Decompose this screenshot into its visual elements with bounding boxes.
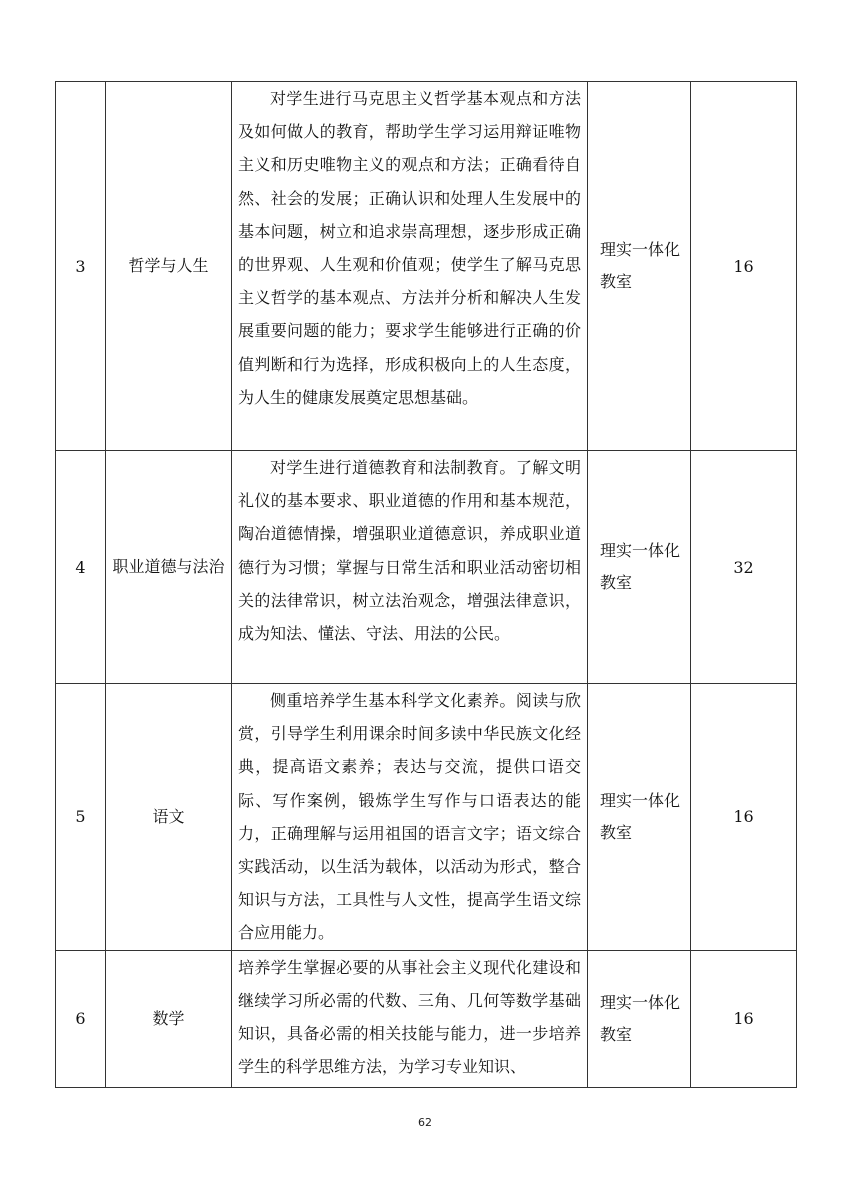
course-number: 5 (56, 684, 106, 951)
course-name: 职业道德与法治 (106, 451, 232, 684)
course-table (55, 81, 797, 1088)
course-name: 语文 (106, 684, 232, 951)
course-description-cell (232, 82, 588, 451)
course-name: 数学 (106, 950, 232, 1087)
course-number: 4 (56, 451, 106, 684)
table-row (56, 684, 797, 951)
course-description: 对学生进行马克思主义哲学基本观点和方法及如何做人的教育，帮助学生学习运用辩证唯物主义和历史唯物主义的观点和方法；正确看待自然、社会的发展；正确认识和处理人生发展中的基本问题，树立和追求崇高理想，逐步形成正确的世界观、人生观和价值观；使学生了解马克思主义哲学的基本观点、方法并分析和解决人生发展重要问题的能力；要求学生能够进行正确的价值判断和行为选择，形成积极向上的人生态度，为人生的健康发展奠定思想基础。 (238, 89, 581, 407)
course-hours: 16 (691, 684, 797, 951)
course-hours: 16 (691, 82, 797, 451)
course-number: 6 (56, 950, 106, 1087)
page-number: 62 (418, 1116, 432, 1129)
course-room: 理实一体化教室 (588, 451, 691, 684)
course-hours: 16 (691, 950, 797, 1087)
course-name: 哲学与人生 (106, 82, 232, 451)
table-row (56, 82, 797, 451)
course-description-cell (232, 684, 588, 951)
table-row (56, 451, 797, 684)
course-room: 理实一体化教室 (588, 950, 691, 1087)
course-description: 培养学生掌握必要的从事社会主义现代化建设和继续学习所必需的代数、三角、几何等数学基础知识，具备必需的相关技能与能力，进一步培养学生的科学思维方法，为学习专业知识、 (238, 957, 581, 1077)
course-description-cell (232, 950, 588, 1087)
course-description: 侧重培养学生基本科学文化素养。阅读与欣赏，引导学生利用课余时间多读中华民族文化经典，提高语文素养；表达与交流，提供口语交际、写作案例，锻炼学生写作与口语表达的能力，正确理解与运用祖国的语言文字；语文综合实践活动，以生活为载体，以活动为形式，整合知识与方法，工具性与人文性，提高学生语文综合应用能力。 (238, 691, 581, 943)
course-hours: 32 (691, 451, 797, 684)
course-room: 理实一体化教室 (588, 684, 691, 951)
course-room: 理实一体化教室 (588, 82, 691, 451)
table-row (56, 950, 797, 1087)
course-description-cell (232, 451, 588, 684)
course-description: 对学生进行道德教育和法制教育。了解文明礼仪的基本要求、职业道德的作用和基本规范，陶冶道德情操，增强职业道德意识，养成职业道德行为习惯；掌握与日常生活和职业活动密切相关的法律常识，树立法治观念，增强法律意识，成为知法、懂法、守法、用法的公民。 (238, 458, 581, 644)
course-number: 3 (56, 82, 106, 451)
